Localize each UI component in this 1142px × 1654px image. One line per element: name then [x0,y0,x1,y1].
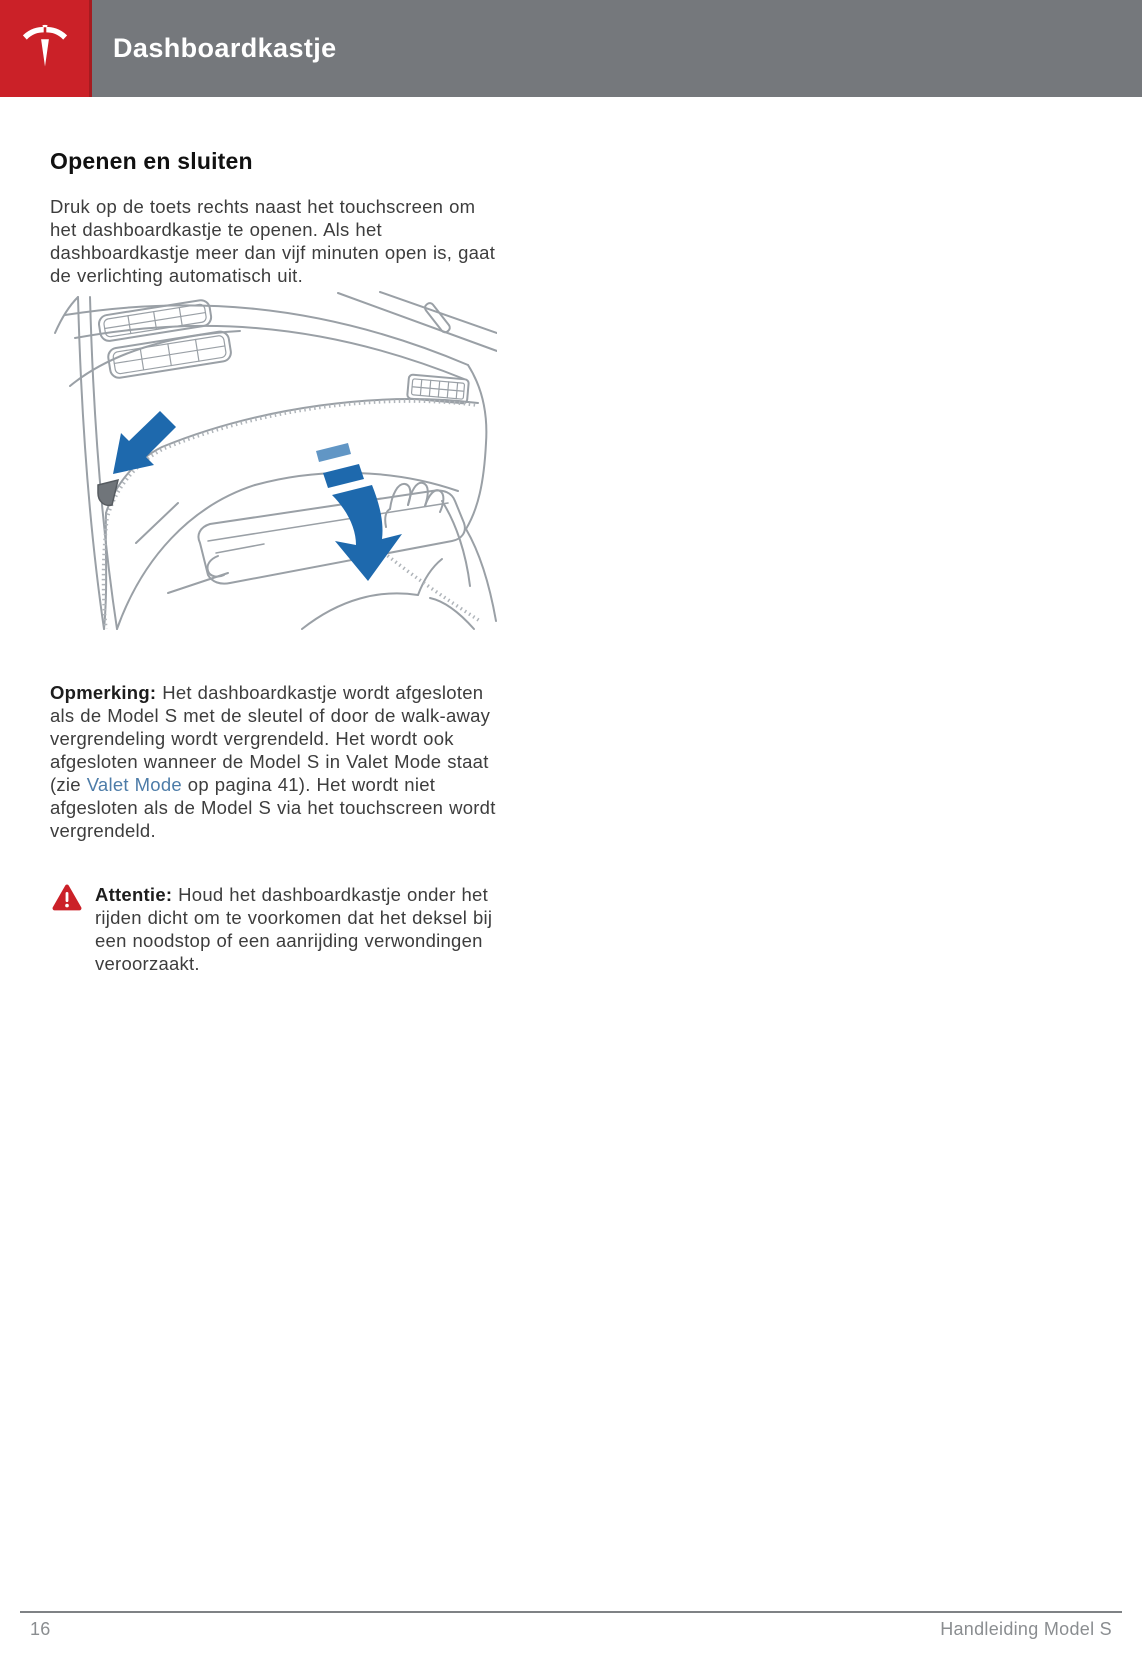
caution-paragraph [95,883,502,975]
page-number: 16 [30,1619,51,1639]
warning-triangle-icon [52,884,82,911]
caution-label: Attentie: [95,884,173,905]
valet-mode-link[interactable]: Valet Mode [86,774,182,795]
caution-text: Houd het dashboardkastje onder het rijden dicht om te voorkomen dat het deksel bij een noodstop of een aanrijding verwondingen veroorzaakt. [95,884,493,974]
press-arrow-icon [113,411,176,474]
tesla-logo-icon [19,20,71,78]
section-heading: Openen en sluiten [50,148,253,174]
caution-block [50,883,502,975]
tesla-logo-box [0,0,92,97]
intro-paragraph: Druk op de toets rechts naast het touchscreen om het dashboardkastje te openen. Als het dashboardkastje meer dan vijf minuten open is, gaat de verlichting automatisch uit. [50,196,496,286]
figure [50,291,497,631]
header-bar [0,0,1142,97]
glovebox-illustration [50,291,497,631]
note-label: Opmerking: [50,682,157,703]
page-title: Dashboardkastje [113,33,337,63]
note-text-1: Het dashboardkastje wordt afgesloten als de Model S met de sleutel of door de walk-away vergrendeling wordt vergrendeld. Het wordt ook afgesloten wanneer de Model S in Valet Mode staat (zie [50,682,491,795]
document-title: Handleiding Model S [940,1619,1112,1639]
note-text-2: op pagina 41). Het wordt niet afgesloten als de Model S via het touchscreen wordt vergrendeld. [50,774,496,841]
footer [20,1611,1122,1640]
note-paragraph [50,681,502,842]
